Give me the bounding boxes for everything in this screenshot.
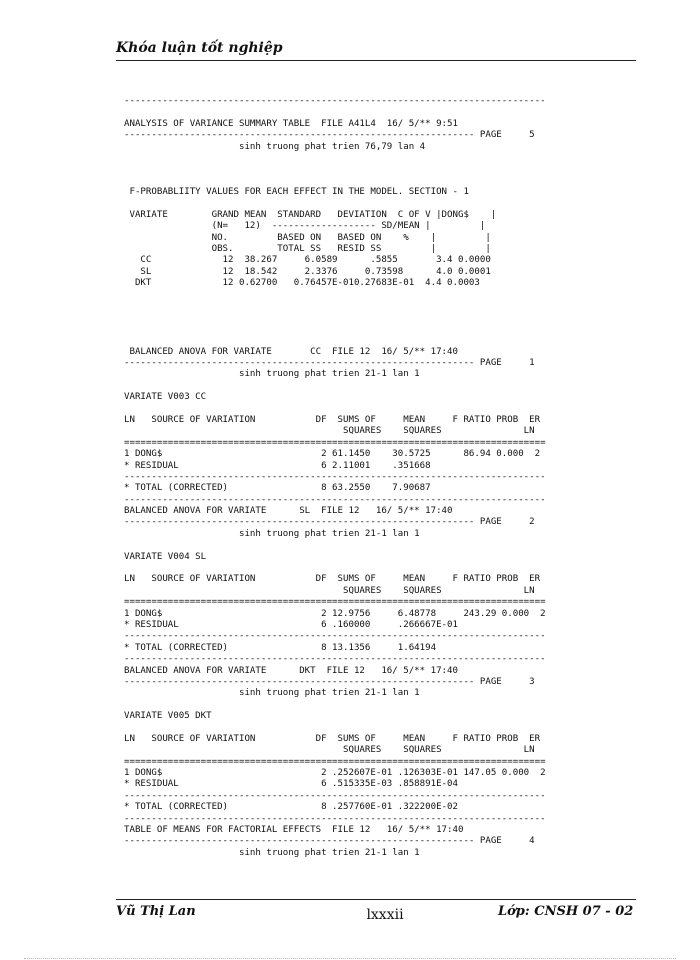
output-line: ----------------------------------------------------------------------------- [124,654,546,665]
output-line [124,381,644,392]
output-line: * RESIDUAL 6 .515335E-03 .858891E-04 [124,779,458,790]
output-line [124,153,644,164]
output-line [124,107,644,118]
output-line [124,540,644,551]
output-line [124,176,644,187]
output-line: ---------------------------------------------------------------- PAGE 4 [124,836,535,847]
output-line: VARIATE V004 SL [124,551,207,562]
output-line [124,324,644,335]
output-line [124,700,644,711]
output-line: SQUARES SQUARES LN [124,426,535,437]
output-line: SL 12 18.542 2.3376 0.73598 4.0 0.0001 [124,266,491,277]
page-edge-divider [24,958,676,959]
output-line: 1 DONG$ 2 .252607E-01 .126303E-01 147.05 0.000 2 [124,768,546,779]
output-line: ----------------------------------------------------------------------------- [124,471,546,482]
output-line: VARIATE V003 CC [124,392,207,403]
output-line: ---------------------------------------------------------------- PAGE 1 [124,357,535,368]
output-line: ----------------------------------------------------------------------------- [124,790,546,801]
header-rule [116,60,636,61]
footer-class-label: Lớp: CNSH 07 - 02 [498,904,634,919]
output-line [124,199,644,210]
output-line: ----------------------------------------------------------------------------- [124,631,546,642]
output-line: ANALYSIS OF VARIANCE SUMMARY TABLE FILE A41L4 16/ 5/** 9:51 [124,118,458,129]
output-line: * TOTAL (CORRECTED) 8 63.2550 7.90687 [124,483,431,494]
output-line: ----------------------------------------------------------------------------- [124,96,546,106]
output-line [124,563,644,574]
output-line: sinh truong phat trien 21-1 lan 1 [124,847,420,858]
output-line: NO. BASED ON BASED ON % | | [124,232,491,243]
output-line: ============================================================================= [124,597,546,608]
output-line: LN SOURCE OF VARIATION DF SUMS OF MEAN F RATIO PROB ER [124,733,541,744]
output-line: ============================================================================= [124,756,546,767]
output-line: * TOTAL (CORRECTED) 8 13.1356 1.64194 [124,642,437,653]
output-line [124,722,644,733]
output-line: sinh truong phat trien 21-1 lan 1 [124,528,420,539]
output-line: * TOTAL (CORRECTED) 8 .257760E-01 .322200E-02 [124,802,458,813]
output-line: ============================================================================= [124,437,546,448]
output-line: sinh truong phat trien 76,79 lan 4 [124,141,426,152]
output-line [124,301,644,312]
output-line: * RESIDUAL 6 2.11001 .351668 [124,460,431,471]
output-line: SQUARES SQUARES LN [124,745,535,756]
output-line: OBS. TOTAL SS RESID SS | | [124,244,491,255]
output-line: 1 DONG$ 2 12.9756 6.48778 243.29 0.000 2 [124,608,546,619]
output-line: * RESIDUAL 6 .160000 .266667E-01 [124,619,458,630]
footer-rule [116,899,636,900]
document-header-title: Khóa luận tốt nghiệp [116,40,283,56]
output-line: CC 12 38.267 6.0589 .5855 3.4 0.0000 [124,255,491,266]
output-line: LN SOURCE OF VARIATION DF SUMS OF MEAN F RATIO PROB ER [124,574,541,585]
output-line: ---------------------------------------------------------------- PAGE 5 [124,130,535,141]
output-line: sinh truong phat trien 21-1 lan 1 [124,688,420,699]
footer-page-number: lxxxii [366,907,404,923]
output-line: VARIATE V005 DKT [124,711,212,722]
output-line: ----------------------------------------------------------------------------- [124,813,546,824]
output-line: BALANCED ANOVA FOR VARIATE CC FILE 12 16/ 5/** 17:40 [124,346,458,357]
output-line: SQUARES SQUARES LN [124,585,535,596]
output-line: ---------------------------------------------------------------- PAGE 2 [124,517,535,528]
footer-author: Vũ Thị Lan [116,904,196,919]
output-line: BALANCED ANOVA FOR VARIATE SL FILE 12 16/ 5/** 17:40 [124,506,453,517]
output-line: DKT 12 0.62700 0.76457E-010.27683E-01 4.4 0.0003 [124,278,480,289]
output-line [124,335,644,346]
output-line: ----------------------------------------------------------------------------- [124,494,546,505]
statistical-output-body [124,96,644,859]
output-line: ---------------------------------------------------------------- PAGE 3 [124,676,535,687]
output-line: TABLE OF MEANS FOR FACTORIAL EFFECTS FILE 12 16/ 5/** 17:40 [124,825,464,835]
output-line: LN SOURCE OF VARIATION DF SUMS OF MEAN F RATIO PROB ER [124,414,541,425]
output-line: sinh truong phat trien 21-1 lan 1 [124,369,420,380]
output-line [124,312,644,323]
output-line: VARIATE GRAND MEAN STANDARD DEVIATION C OF V |DONG$ | [124,209,497,220]
output-line [124,290,644,301]
output-line: F-PROBABLIITY VALUES FOR EACH EFFECT IN THE MODEL. SECTION - 1 [124,187,469,198]
output-line: (N= 12) ------------------- SD/MEAN | | [124,221,486,232]
output-line [124,404,644,415]
output-line [124,164,644,175]
output-line: 1 DONG$ 2 61.1450 30.5725 86.94 0.000 2 [124,449,541,460]
output-line: BALANCED ANOVA FOR VARIATE DKT FILE 12 16/ 5/** 17:40 [124,665,458,676]
